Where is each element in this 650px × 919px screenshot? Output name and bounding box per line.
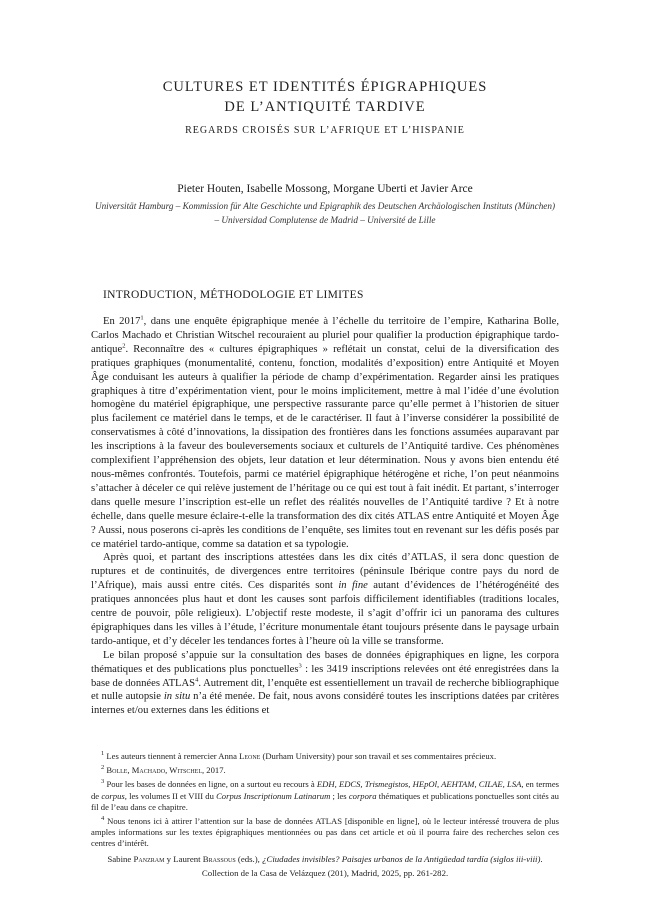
citation-line2: Collection de la Casa de Velázquez (201), Madrid, 2025, pp. 261-282. <box>201 867 449 878</box>
footnote-ref-1[interactable]: 1 <box>140 314 144 322</box>
paragraph-2: Après quoi, et partant des inscriptions attestées dans les dix cités d’ATLAS, il sera donc question de ruptures et de continuités, de divergences entre territoires (péninsule Ibérique contre pays du nord de l’Afrique), mais aussi entre cités. Ces disparités sont in fine autant d’évidences de l’hétérogénéité des pratiques annoncées plus haut et dont les causes sont parfois difficilement identifiables (traditions locales, centre de pouvoir, pôle religieux). L’objectif reste modeste, il s’agit d’offrir ici un panorama des cultures épigraphiques dans les villes à l’étude, l’écriture monumentale étant toujours présente dans le paysage urbain tardo-antique, et d’y déceler les tendances fortes à l’heure où la ville se transforme. <box>91 552 559 647</box>
footnote-2: $^2$ Bolle, Machado, Witschel, 2017. <box>101 764 226 776</box>
footnote-1: $^1$ Les auteurs tiennent à remercier Anna Leone (Durham University) pour son travail et ses commentaires précieux. <box>101 750 497 761</box>
author-list: Pieter Houten, Isabelle Mossong, Morgane Uberti et Javier Arce <box>177 183 473 195</box>
footnotes <box>91 751 559 853</box>
body-text <box>91 315 559 718</box>
citation-line1: Sabine Panzram y Laurent Brassous (eds.), ¿Ciudades invisibles? Paisajes urbanos de la Antigüedad tardía (siglos iii-viii). <box>107 854 543 864</box>
section-heading: INTRODUCTION, MÉTHODOLOGIE ET LIMITES <box>103 289 364 301</box>
affiliation-line2: – Universidad Complutense de Madrid – Université de Lille <box>214 215 436 225</box>
chapter-title-line2: DE L’ANTIQUITÉ TARDIVE <box>224 99 426 115</box>
paragraph-3: Le bilan proposé s’appuie sur la consultation des bases de données épigraphiques en ligne, les corpora thématiques et des publications plus ponctuelles$^3$ : les 3419 inscriptions relevées ont été enregistrées dans la base de données ATLAS$^4$. Autrement dit, l’enquête est essentiellement un travail de recherche bibliographique et nulle autopsie in situ n’a été menée. De fait, nous avons considéré toutes les inscriptions datées par critères internes et/ou externes dans les éditions et <box>91 649 560 717</box>
footnote-4: $^4$ Nous tenons ici à attirer l’attention sur la base de données ATLAS [disponible en ligne], où le lecteur intéressé trouvera de plus amples informations sur les textes épigraphiques mentionnées ou pas dans cet article et où il pourra faire des recherches selon ces centres d’intérêt. <box>91 815 559 849</box>
footnote-ref-4[interactable]: 4 <box>195 676 199 684</box>
paragraph-1: En 2017$^1$, dans une enquête épigraphique menée à l’échelle du territoire de l’empire, Katharina Bolle, Carlos Machado et Christian Witschel recouraient au pluriel pour qualifier la production épigraphique tardo-antique$^2$. Reconnaître des « cultures épigraphiques » reflétait un constat, celui de la diversification des pratiques graphiques (monumentalité, contenu, fonction, modalités d’exposition) entre Antiquité et Moyen Âge conduisant les auteurs à qualifier la période de champ d’expérimentation. Regarder ainsi les pratiques graphiques à titre d’expérimentation vient, pour le moins implicitement, mettre à mal l’idée d’une évolution homogène du matériel épigraphique, une perspective rassurante parce qu’elle permet à l’historien de situer plus facilement ce matériel dans le temps, et de le caractériser. Il faut à l’inverse considérer la possibilité de conservatismes à côté d’innovations, la dissipation des frontières dans les fonctions assumées auparavant par les inscriptions à la faveur des bouleversements sociaux et culturels de l’Antiquité tardive. Ces phénomènes complexifient l’appréhension des objets, leur datation et leur détermination. Nous y avons bien entendu été nous-mêmes confrontés. Toutefois, parmi ce matériel épigraphique hétérogène et riche, l’on peut néanmoins s’attacher à déceler ce qui relève justement de l’héritage ou ce qui est tout à fait inédit. Et partant, s’interroger dans quelle mesure l’inscription est-elle un reflet des réalités nouvelles de l’Antiquité tardive ? Et à notre échelle, dans quelle mesure éclaire-t-elle la transformation des dix cités ATLAS entre Antiquité et Moyen Âge ? Aussi, nous poserons ci-après les conditions de l’enquête, ses limites tout en revenant sur les défis posés par ce matériel tardo-antique, comme sa datation et sa typologie. <box>91 314 559 550</box>
affiliation-line1: Universität Hamburg – Kommission für Alte Geschichte und Epigraphik des Deutschen Archäologischen Instituts (München) <box>94 201 556 211</box>
footnote-ref-3[interactable]: 3 <box>298 662 302 670</box>
book-citation <box>0 853 650 880</box>
chapter-subtitle: REGARDS CROISÉS SUR L’AFRIQUE ET L’HISPANIE <box>185 125 465 136</box>
chapter-title-line1: CULTURES ET IDENTITÉS ÉPIGRAPHIQUES <box>162 79 488 95</box>
footnote-3: $^3$ Pour les bases de données en ligne, on a surtout eu recours à EDH, EDCS, Trismegistos, HEpOl, AEHTAM, CILAE, LSA, en termes de corpus, les volumes II et VIII du Corpus Inscriptionum Latinarum ; les corpora thématiques et publications ponctuelles sont cités au fil de l’eau dans ce chapitre. <box>91 778 559 812</box>
footnote-ref-2[interactable]: 2 <box>122 342 126 350</box>
